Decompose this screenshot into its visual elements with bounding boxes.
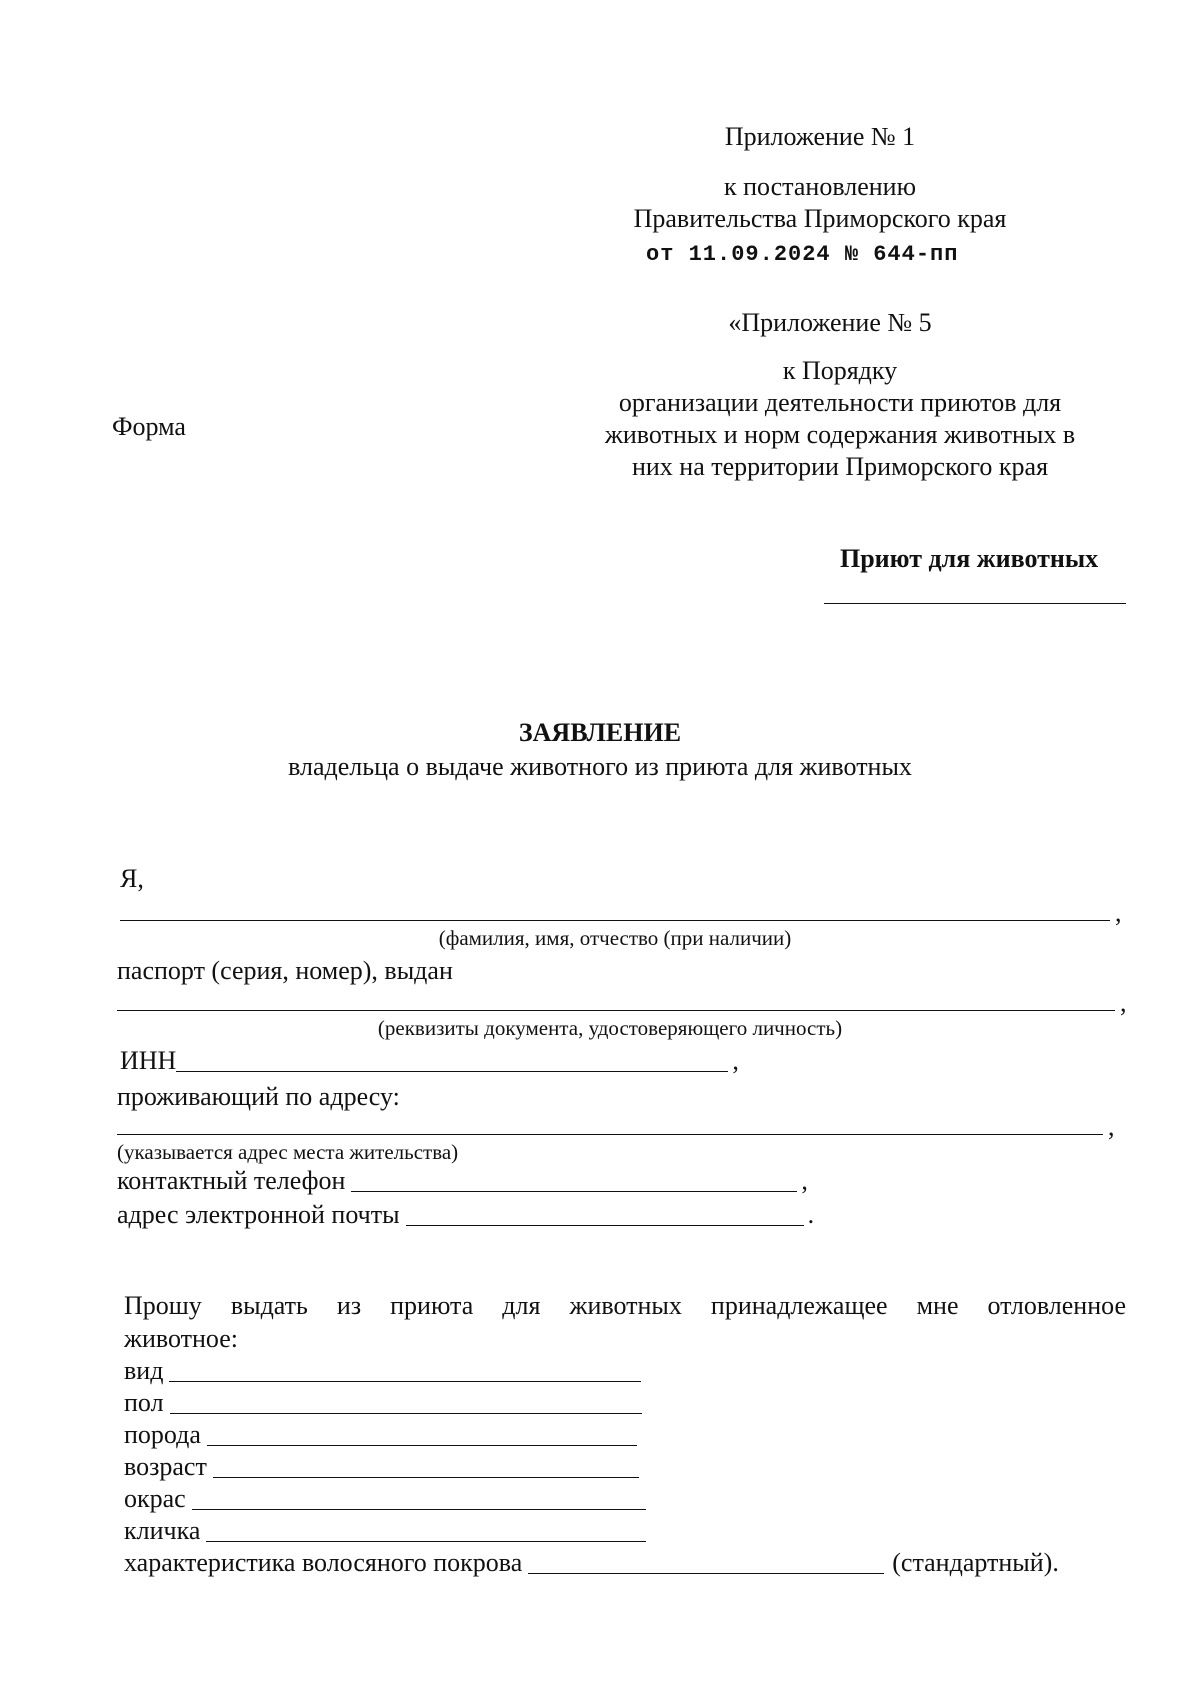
breed-label: порода bbox=[124, 1420, 201, 1449]
order-line: к Порядку bbox=[782, 356, 898, 385]
fio-caption: (фамилия, имя, отчество (при наличии) bbox=[438, 926, 792, 950]
appendix-1-heading: Приложение № 1 bbox=[724, 122, 916, 151]
coat-label: характеристика волосяного покрова bbox=[124, 1548, 523, 1577]
applicant-i: Я, bbox=[120, 864, 144, 893]
passport-label: паспорт (серия, номер), выдан bbox=[117, 956, 453, 985]
nickname-field bbox=[124, 1516, 646, 1546]
shelter-heading: Приют для животных bbox=[840, 544, 1099, 573]
shelter-name-underline bbox=[824, 603, 1126, 604]
email-period: . bbox=[807, 1200, 815, 1229]
color-field bbox=[124, 1484, 646, 1514]
email-field bbox=[117, 1200, 814, 1230]
address-label: проживающий по адресу: bbox=[117, 1082, 400, 1111]
order-line-1: организации деятельности приютов для bbox=[618, 388, 1062, 417]
sex-field bbox=[124, 1388, 642, 1418]
age-field bbox=[124, 1452, 639, 1482]
passport-comma: , bbox=[1120, 988, 1127, 1017]
order-line-3: них на территории Приморского края bbox=[631, 452, 1049, 481]
breed-field bbox=[124, 1420, 637, 1450]
nickname-input-line bbox=[206, 1517, 646, 1542]
coat-standard: (стандартный). bbox=[892, 1548, 1059, 1577]
age-label: возраст bbox=[124, 1452, 207, 1481]
document-caption: (реквизиты документа, удостоверяющего личность) bbox=[377, 1016, 843, 1040]
color-input-line bbox=[192, 1485, 646, 1510]
inn-comma: , bbox=[732, 1046, 739, 1075]
phone-comma: , bbox=[801, 1166, 808, 1195]
address-caption: (указывается адрес места жительства) bbox=[117, 1140, 459, 1164]
phone-label: контактный телефон bbox=[117, 1166, 346, 1195]
document-subtitle: владельца о выдаче животного из приюта для животных bbox=[288, 752, 912, 781]
breed-input-line bbox=[207, 1421, 637, 1446]
color-label: окрас bbox=[124, 1484, 186, 1513]
species-input-line bbox=[169, 1357, 641, 1382]
age-input-line bbox=[213, 1453, 639, 1478]
address-comma: , bbox=[1108, 1112, 1115, 1141]
date-number-stamp: от 11.09.2024 № 644-пп bbox=[646, 242, 959, 267]
inn-label: ИНН bbox=[120, 1046, 177, 1075]
email-label: адрес электронной почты bbox=[117, 1200, 400, 1229]
address-line bbox=[117, 1134, 1103, 1135]
order-line-2: животных и норм содержания животных в bbox=[604, 420, 1076, 449]
government-line: Правительства Приморского края bbox=[633, 204, 1007, 233]
resolution-line: к постановлению bbox=[723, 172, 917, 201]
appendix-5-heading: «Приложение № 5 bbox=[728, 308, 932, 337]
nickname-label: кличка bbox=[124, 1516, 201, 1545]
phone-field bbox=[117, 1166, 808, 1196]
email-input-line bbox=[406, 1201, 804, 1226]
species-label: вид bbox=[124, 1356, 164, 1385]
coat-field bbox=[124, 1548, 1059, 1578]
passport-line bbox=[117, 1010, 1115, 1011]
coat-input-line bbox=[528, 1549, 884, 1574]
document-title: ЗАЯВЛЕНИЕ bbox=[518, 718, 682, 747]
sex-label: пол bbox=[124, 1388, 164, 1417]
request-line-1: Прошу выдать из приюта для животных принадлежащее мне отловленное bbox=[124, 1291, 1126, 1320]
species-field bbox=[124, 1356, 641, 1386]
form-label: Форма bbox=[112, 412, 186, 441]
fio-comma: , bbox=[1115, 898, 1122, 927]
request-line-2: животное: bbox=[124, 1324, 238, 1353]
inn-field bbox=[120, 1046, 739, 1076]
inn-input-line bbox=[176, 1047, 728, 1072]
phone-input-line bbox=[351, 1167, 797, 1192]
fio-line bbox=[120, 920, 1110, 921]
sex-input-line bbox=[170, 1389, 642, 1414]
